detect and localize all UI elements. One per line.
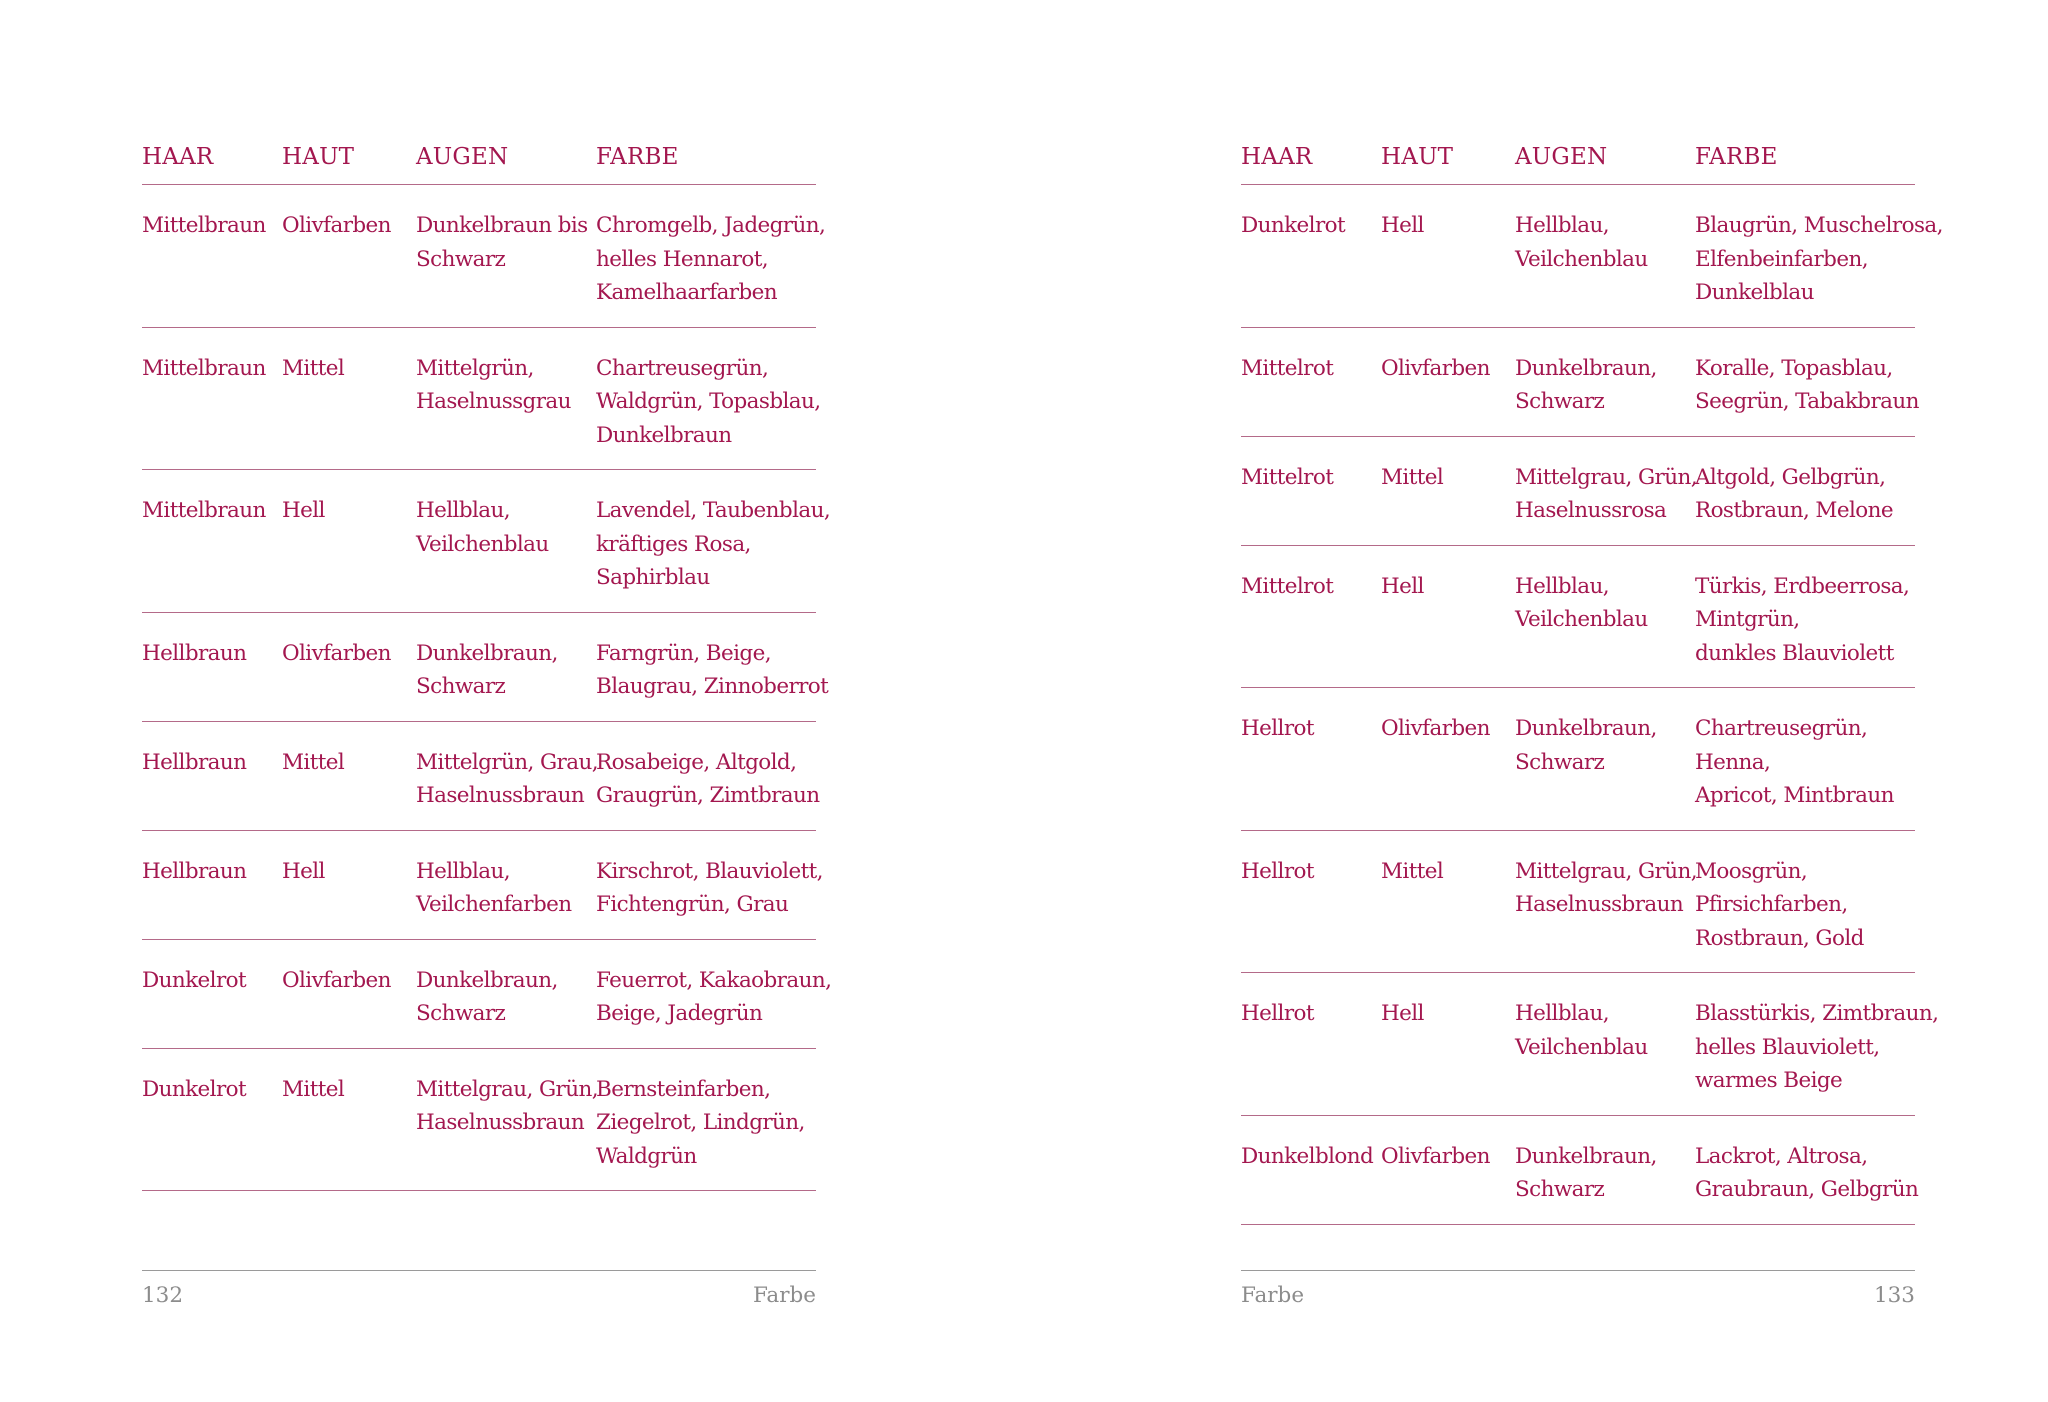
cell-line: Saphirblau bbox=[596, 565, 710, 590]
cell-haar bbox=[142, 185, 282, 328]
cell-line: dunkles Blauviolett bbox=[1695, 640, 1894, 666]
cell-augen bbox=[1515, 688, 1695, 831]
cell-farbe bbox=[1695, 830, 1915, 973]
cell-line: Moosgrün, bbox=[1695, 858, 1808, 884]
cell-line: Türkis, Erdbeerrosa, bbox=[1695, 573, 1910, 599]
cell-line: Olivfarben bbox=[1381, 355, 1490, 381]
table-body-right bbox=[1241, 185, 1943, 1225]
cell-line: Mittelgrün, Grau, bbox=[416, 749, 598, 775]
cell-augen bbox=[416, 939, 596, 1048]
cell-haar bbox=[1241, 973, 1381, 1116]
cell-farbe bbox=[596, 612, 829, 721]
cell-line: Veilchenblau bbox=[1515, 1034, 1648, 1060]
cell-line: Mittelrot bbox=[1241, 355, 1334, 381]
cell-farbe bbox=[596, 1048, 816, 1191]
cell-haar bbox=[1241, 545, 1381, 688]
cell-line: Schwarz bbox=[1515, 749, 1605, 775]
cell-line: Chromgelb, Jadegrün, bbox=[596, 213, 826, 238]
cell-line: Hellblau, bbox=[416, 858, 510, 884]
cell-line: Seegrün, Tabakbraun bbox=[1695, 389, 1919, 414]
cell-haut bbox=[1381, 185, 1515, 328]
cell-augen bbox=[1515, 327, 1695, 436]
cell-augen bbox=[1515, 436, 1695, 545]
cell-line: Mittelbraun bbox=[142, 355, 266, 381]
table-row bbox=[1241, 1115, 1915, 1224]
cell-line: Waldgrün bbox=[596, 1143, 697, 1169]
cell-line: Dunkelbraun, bbox=[1515, 1143, 1657, 1169]
cell-line: Mittelgrau, Grün, bbox=[1515, 464, 1697, 490]
table-row bbox=[142, 939, 816, 1048]
cell-haut bbox=[1381, 688, 1515, 831]
table-row bbox=[1241, 973, 1915, 1116]
cell-line: Veilchenblau bbox=[1515, 246, 1648, 272]
cell-line: Veilchenblau bbox=[416, 531, 549, 557]
cell-line: Ziegelrot, Lindgrün, bbox=[596, 1110, 805, 1135]
cell-haar bbox=[142, 1048, 282, 1191]
cell-haut bbox=[282, 185, 416, 328]
cell-augen bbox=[1515, 830, 1695, 973]
cell-line: Mittel bbox=[1381, 858, 1444, 884]
cell-augen bbox=[1515, 185, 1695, 328]
cell-haut bbox=[1381, 436, 1515, 545]
cell-farbe bbox=[1695, 327, 1919, 436]
cell-haut bbox=[1381, 973, 1515, 1116]
cell-line: Blasstürkis, Zimtbraun, bbox=[1695, 1001, 1939, 1026]
cell-line: Dunkelrot bbox=[142, 1076, 247, 1102]
cell-line: Dunkelblau bbox=[1695, 280, 1814, 305]
cell-line: Olivfarben bbox=[1381, 1143, 1490, 1169]
table-row bbox=[142, 327, 816, 470]
cell-line: Dunkelbraun, bbox=[416, 640, 558, 666]
cell-haut bbox=[282, 721, 416, 830]
table-row bbox=[1241, 545, 1915, 688]
cell-line: Olivfarben bbox=[282, 213, 391, 238]
table-row bbox=[1241, 436, 1915, 545]
cell-line: Rostbraun, Gold bbox=[1695, 925, 1864, 951]
cell-line: Kirschrot, Blauviolett, bbox=[596, 858, 823, 884]
cell-line: Apricot, Mintbraun bbox=[1695, 783, 1894, 808]
table-row bbox=[142, 721, 816, 830]
cell-augen bbox=[416, 470, 596, 613]
cell-line: Fichtengrün, Grau bbox=[596, 892, 789, 917]
cell-haar bbox=[1241, 327, 1381, 436]
cell-haut bbox=[282, 1048, 416, 1191]
page-number: 133 bbox=[1873, 1283, 1915, 1308]
cell-line: Mittelgrün, bbox=[416, 355, 534, 381]
cell-line: Schwarz bbox=[1515, 389, 1605, 414]
cell-line: Dunkelbraun bis bbox=[416, 213, 588, 238]
cell-line: Mittelgrau, Grün, bbox=[1515, 858, 1697, 884]
cell-line: Haselnussrosa bbox=[1515, 498, 1667, 523]
cell-line: Hellrot bbox=[1241, 858, 1314, 884]
cell-augen bbox=[1515, 545, 1695, 688]
cell-line: Beige, Jadegrün bbox=[596, 1001, 763, 1026]
header-haut: HAUT bbox=[1381, 140, 1515, 185]
cell-haut bbox=[282, 939, 416, 1048]
cell-line: Hellbraun bbox=[142, 640, 247, 666]
cell-line: Chartreusegrün, bbox=[596, 355, 769, 381]
cell-line: Veilchenfarben bbox=[416, 892, 572, 917]
cell-haar bbox=[142, 612, 282, 721]
table-row bbox=[142, 470, 816, 613]
cell-line: Dunkelrot bbox=[1241, 213, 1346, 238]
cell-line: Kamelhaarfarben bbox=[596, 280, 778, 305]
table-row bbox=[1241, 185, 1915, 328]
cell-line: Bernsteinfarben, bbox=[596, 1076, 771, 1102]
cell-haar bbox=[1241, 830, 1381, 973]
cell-line: Dunkelrot bbox=[142, 967, 247, 993]
cell-haar bbox=[1241, 436, 1381, 545]
cell-line: Mittel bbox=[282, 1076, 345, 1102]
cell-line: Hellbraun bbox=[142, 749, 247, 775]
cell-line: Mittelrot bbox=[1241, 464, 1334, 490]
cell-farbe bbox=[1695, 973, 1939, 1116]
cell-farbe bbox=[596, 721, 820, 830]
cell-line: helles Hennarot, bbox=[596, 246, 768, 272]
table-body-left bbox=[142, 185, 832, 1191]
cell-line: Hellrot bbox=[1241, 1001, 1314, 1026]
cell-line: Schwarz bbox=[416, 674, 506, 699]
header-haar: HAAR bbox=[142, 140, 282, 185]
cell-farbe bbox=[596, 830, 823, 939]
cell-augen bbox=[416, 830, 596, 939]
cell-line: Rosabeige, Altgold, bbox=[596, 749, 797, 775]
cell-line: helles Blauviolett, bbox=[1695, 1034, 1880, 1060]
cell-line: Dunkelbraun, bbox=[1515, 716, 1657, 741]
table-row bbox=[142, 185, 816, 328]
cell-haut bbox=[1381, 1115, 1515, 1224]
cell-line: Farngrün, Beige, bbox=[596, 640, 771, 666]
running-head: Farbe bbox=[1241, 1283, 1305, 1308]
cell-line: Mittelgrau, Grün, bbox=[416, 1076, 598, 1102]
cell-farbe bbox=[596, 470, 831, 613]
cell-line: Hellblau, bbox=[1515, 1001, 1609, 1026]
footer-rule bbox=[1241, 1270, 1915, 1271]
cell-farbe bbox=[596, 185, 826, 328]
color-table-right bbox=[1241, 140, 1943, 1225]
cell-farbe bbox=[1695, 185, 1943, 328]
cell-farbe bbox=[1695, 688, 1915, 831]
cell-line: Hellblau, bbox=[416, 498, 510, 523]
cell-line: Koralle, Topasblau, bbox=[1695, 355, 1893, 381]
cell-line: warmes Beige bbox=[1695, 1068, 1843, 1093]
cell-line: Blaugrün, Muschelrosa, bbox=[1695, 213, 1943, 238]
cell-line: Olivfarben bbox=[1381, 716, 1490, 741]
cell-line: Hellblau, bbox=[1515, 213, 1609, 238]
page-number: 132 bbox=[142, 1283, 184, 1308]
cell-haar bbox=[1241, 1115, 1381, 1224]
table-row bbox=[142, 1048, 816, 1191]
cell-line: Haselnussbraun bbox=[416, 1110, 585, 1135]
cell-line: Hellrot bbox=[1241, 716, 1314, 741]
cell-line: Haselnussbraun bbox=[416, 783, 585, 808]
cell-line: Hellbraun bbox=[142, 858, 247, 884]
cell-line: Mittelbraun bbox=[142, 498, 266, 523]
cell-line: Blaugrau, Zinnoberrot bbox=[596, 674, 829, 699]
cell-line: Altgold, Gelbgrün, bbox=[1695, 464, 1886, 490]
cell-line: Mittelrot bbox=[1241, 573, 1334, 599]
cell-haut bbox=[1381, 830, 1515, 973]
cell-farbe bbox=[1695, 1115, 1919, 1224]
cell-line: Mittel bbox=[282, 749, 345, 775]
table-header-row bbox=[142, 140, 816, 185]
cell-line: Haselnussgrau bbox=[416, 389, 571, 414]
cell-haar bbox=[1241, 688, 1381, 831]
cell-haut bbox=[282, 327, 416, 470]
cell-line: kräftiges Rosa, bbox=[596, 531, 751, 557]
cell-line: Schwarz bbox=[1515, 1177, 1605, 1202]
cell-line: Schwarz bbox=[416, 1001, 506, 1026]
color-table-left bbox=[142, 140, 832, 1191]
table-header-row bbox=[1241, 140, 1915, 185]
cell-line: Mittel bbox=[282, 355, 345, 381]
table-row bbox=[142, 612, 816, 721]
cell-line: Mittel bbox=[1381, 464, 1444, 490]
cell-line: Haselnussbraun bbox=[1515, 892, 1684, 917]
cell-augen bbox=[416, 612, 596, 721]
cell-haut bbox=[282, 830, 416, 939]
table-row bbox=[1241, 830, 1915, 973]
cell-line: Olivfarben bbox=[282, 967, 391, 993]
cell-haut bbox=[282, 470, 416, 613]
cell-line: Lavendel, Taubenblau, bbox=[596, 498, 831, 523]
cell-line: Hell bbox=[1381, 213, 1424, 238]
table-row bbox=[142, 830, 816, 939]
cell-augen bbox=[1515, 973, 1695, 1116]
cell-haar bbox=[142, 327, 282, 470]
cell-line: Dunkelblond bbox=[1241, 1143, 1374, 1169]
cell-haar bbox=[142, 939, 282, 1048]
cell-haar bbox=[142, 721, 282, 830]
cell-line: Waldgrün, Topasblau, bbox=[596, 389, 821, 414]
cell-farbe bbox=[596, 327, 821, 470]
cell-haar bbox=[1241, 185, 1381, 328]
cell-line: Henna, bbox=[1695, 749, 1771, 775]
header-augen: AUGEN bbox=[1515, 140, 1695, 185]
cell-augen bbox=[416, 185, 596, 328]
cell-line: Olivfarben bbox=[282, 640, 391, 666]
running-head: Farbe bbox=[752, 1283, 816, 1308]
cell-augen bbox=[416, 721, 596, 830]
cell-line: Hell bbox=[1381, 573, 1424, 599]
cell-line: Chartreusegrün, bbox=[1695, 716, 1868, 741]
cell-augen bbox=[1515, 1115, 1695, 1224]
header-augen: AUGEN bbox=[416, 140, 596, 185]
cell-line: Pfirsichfarben, bbox=[1695, 892, 1848, 917]
cell-line: Mittelbraun bbox=[142, 213, 266, 238]
cell-line: Graugrün, Zimtbraun bbox=[596, 783, 820, 808]
cell-line: Schwarz bbox=[416, 246, 506, 272]
cell-haar bbox=[142, 830, 282, 939]
cell-line: Elfenbeinfarben, bbox=[1695, 246, 1868, 272]
cell-line: Dunkelbraun, bbox=[416, 967, 558, 993]
header-haar: HAAR bbox=[1241, 140, 1381, 185]
cell-farbe bbox=[1695, 545, 1915, 688]
cell-line: Lackrot, Altrosa, bbox=[1695, 1143, 1868, 1169]
cell-line: Graubraun, Gelbgrün bbox=[1695, 1177, 1919, 1202]
header-haut: HAUT bbox=[282, 140, 416, 185]
cell-farbe bbox=[1695, 436, 1915, 545]
cell-line: Hell bbox=[1381, 1001, 1424, 1026]
cell-line: Hellblau, bbox=[1515, 573, 1609, 599]
table-row bbox=[1241, 688, 1915, 831]
cell-line: Rostbraun, Melone bbox=[1695, 498, 1893, 523]
cell-haut bbox=[282, 612, 416, 721]
cell-line: Dunkelbraun bbox=[596, 422, 732, 448]
cell-haut bbox=[1381, 327, 1515, 436]
cell-line: Mintgrün, bbox=[1695, 607, 1800, 632]
cell-haar bbox=[142, 470, 282, 613]
header-farbe: FARBE bbox=[596, 140, 816, 185]
footer-rule bbox=[142, 1270, 816, 1271]
cell-line: Hell bbox=[282, 858, 325, 884]
cell-line: Feuerrot, Kakaobraun, bbox=[596, 967, 832, 993]
cell-augen bbox=[416, 327, 596, 470]
cell-haut bbox=[1381, 545, 1515, 688]
cell-farbe bbox=[596, 939, 832, 1048]
cell-line: Hell bbox=[282, 498, 325, 523]
header-farbe: FARBE bbox=[1695, 140, 1915, 185]
table-row bbox=[1241, 327, 1915, 436]
cell-line: Dunkelbraun, bbox=[1515, 355, 1657, 381]
cell-line: Veilchenblau bbox=[1515, 607, 1648, 632]
cell-augen bbox=[416, 1048, 596, 1191]
